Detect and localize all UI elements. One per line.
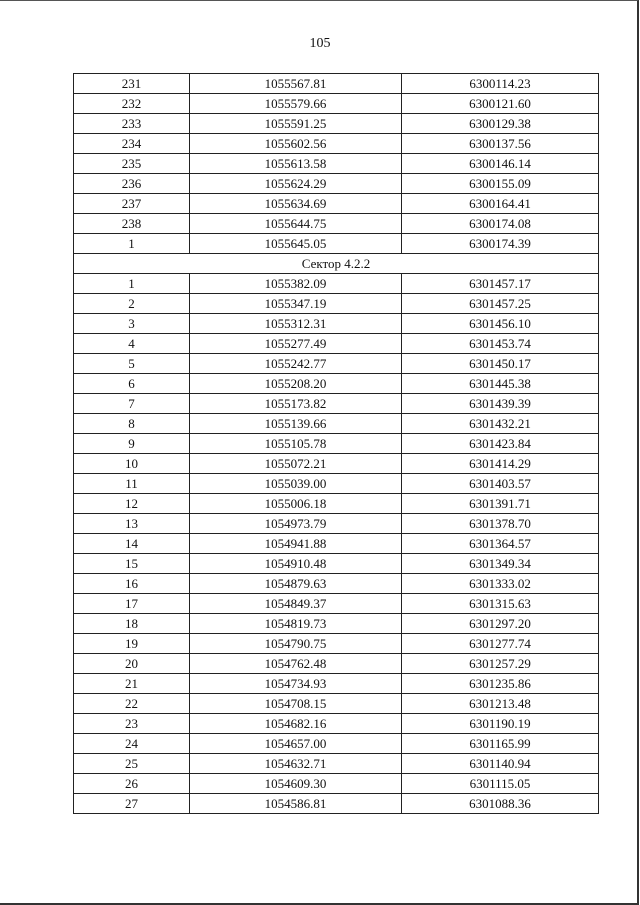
y-coordinate-cell: 6300174.39 (402, 234, 599, 254)
x-coordinate-cell: 1054708.15 (190, 694, 402, 714)
table-row (74, 314, 599, 334)
table-row (74, 754, 599, 774)
x-coordinate-cell: 1054973.79 (190, 514, 402, 534)
y-coordinate-cell: 6300121.60 (402, 94, 599, 114)
x-coordinate-cell: 1054819.73 (190, 614, 402, 634)
y-coordinate-cell: 6300164.41 (402, 194, 599, 214)
y-coordinate-cell: 6300174.08 (402, 214, 599, 234)
point-number-cell: 21 (74, 674, 190, 694)
x-coordinate-cell: 1055208.20 (190, 374, 402, 394)
y-coordinate-cell: 6301349.34 (402, 554, 599, 574)
table-row (74, 174, 599, 194)
table-body-part-1 (74, 74, 599, 254)
section-header-group (74, 254, 599, 274)
point-number-cell: 20 (74, 654, 190, 674)
point-number-cell: 238 (74, 214, 190, 234)
x-coordinate-cell: 1055382.09 (190, 274, 402, 294)
point-number-cell: 24 (74, 734, 190, 754)
x-coordinate-cell: 1055644.75 (190, 214, 402, 234)
y-coordinate-cell: 6301457.17 (402, 274, 599, 294)
table-row (74, 454, 599, 474)
point-number-cell: 19 (74, 634, 190, 654)
point-number-cell: 18 (74, 614, 190, 634)
table-row (74, 134, 599, 154)
table-row (74, 554, 599, 574)
point-number-cell: 1 (74, 234, 190, 254)
point-number-cell: 234 (74, 134, 190, 154)
y-coordinate-cell: 6300155.09 (402, 174, 599, 194)
table-row (74, 494, 599, 514)
y-coordinate-cell: 6301115.05 (402, 774, 599, 794)
x-coordinate-cell: 1055139.66 (190, 414, 402, 434)
table-row (74, 394, 599, 414)
point-number-cell: 16 (74, 574, 190, 594)
table-row (74, 434, 599, 454)
table-row (74, 374, 599, 394)
table-row (74, 794, 599, 814)
point-number-cell: 233 (74, 114, 190, 134)
point-number-cell: 6 (74, 374, 190, 394)
y-coordinate-cell: 6301423.84 (402, 434, 599, 454)
point-number-cell: 2 (74, 294, 190, 314)
point-number-cell: 11 (74, 474, 190, 494)
x-coordinate-cell: 1055634.69 (190, 194, 402, 214)
table-row (74, 734, 599, 754)
point-number-cell: 237 (74, 194, 190, 214)
table-row (74, 574, 599, 594)
y-coordinate-cell: 6301439.39 (402, 394, 599, 414)
y-coordinate-cell: 6301190.19 (402, 714, 599, 734)
y-coordinate-cell: 6300146.14 (402, 154, 599, 174)
y-coordinate-cell: 6301450.17 (402, 354, 599, 374)
table-row (74, 694, 599, 714)
y-coordinate-cell: 6301456.10 (402, 314, 599, 334)
point-number-cell: 5 (74, 354, 190, 374)
x-coordinate-cell: 1054879.63 (190, 574, 402, 594)
x-coordinate-cell: 1055613.58 (190, 154, 402, 174)
x-coordinate-cell: 1054790.75 (190, 634, 402, 654)
table-row (74, 594, 599, 614)
y-coordinate-cell: 6300137.56 (402, 134, 599, 154)
x-coordinate-cell: 1055242.77 (190, 354, 402, 374)
table-row (74, 654, 599, 674)
table-row (74, 534, 599, 554)
y-coordinate-cell: 6301445.38 (402, 374, 599, 394)
table-row (74, 94, 599, 114)
y-coordinate-cell: 6301378.70 (402, 514, 599, 534)
point-number-cell: 3 (74, 314, 190, 334)
point-number-cell: 236 (74, 174, 190, 194)
x-coordinate-cell: 1054941.88 (190, 534, 402, 554)
y-coordinate-cell: 6301391.71 (402, 494, 599, 514)
point-number-cell: 27 (74, 794, 190, 814)
y-coordinate-cell: 6301414.29 (402, 454, 599, 474)
x-coordinate-cell: 1055624.29 (190, 174, 402, 194)
point-number-cell: 4 (74, 334, 190, 354)
table-row (74, 674, 599, 694)
point-number-cell: 8 (74, 414, 190, 434)
table-row (74, 474, 599, 494)
table-row (74, 114, 599, 134)
point-number-cell: 1 (74, 274, 190, 294)
table-row (74, 334, 599, 354)
x-coordinate-cell: 1055105.78 (190, 434, 402, 454)
x-coordinate-cell: 1054910.48 (190, 554, 402, 574)
y-coordinate-cell: 6301333.02 (402, 574, 599, 594)
point-number-cell: 23 (74, 714, 190, 734)
x-coordinate-cell: 1055567.81 (190, 74, 402, 94)
x-coordinate-cell: 1054586.81 (190, 794, 402, 814)
table-row (74, 194, 599, 214)
y-coordinate-cell: 6301277.74 (402, 634, 599, 654)
table-row (74, 74, 599, 94)
table-row (74, 234, 599, 254)
x-coordinate-cell: 1055006.18 (190, 494, 402, 514)
table-row (74, 514, 599, 534)
table-row (74, 614, 599, 634)
section-title: Сектор 4.2.2 (74, 254, 599, 274)
y-coordinate-cell: 6301453.74 (402, 334, 599, 354)
point-number-cell: 10 (74, 454, 190, 474)
point-number-cell: 231 (74, 74, 190, 94)
y-coordinate-cell: 6300129.38 (402, 114, 599, 134)
y-coordinate-cell: 6301364.57 (402, 534, 599, 554)
x-coordinate-cell: 1055277.49 (190, 334, 402, 354)
x-coordinate-cell: 1054682.16 (190, 714, 402, 734)
table-row (74, 354, 599, 374)
x-coordinate-cell: 1054632.71 (190, 754, 402, 774)
x-coordinate-cell: 1055173.82 (190, 394, 402, 414)
x-coordinate-cell: 1055072.21 (190, 454, 402, 474)
point-number-cell: 12 (74, 494, 190, 514)
y-coordinate-cell: 6301088.36 (402, 794, 599, 814)
x-coordinate-cell: 1055602.56 (190, 134, 402, 154)
x-coordinate-cell: 1055591.25 (190, 114, 402, 134)
point-number-cell: 25 (74, 754, 190, 774)
coordinates-table (73, 73, 599, 814)
point-number-cell: 9 (74, 434, 190, 454)
point-number-cell: 232 (74, 94, 190, 114)
page-number: 105 (309, 36, 331, 51)
point-number-cell: 235 (74, 154, 190, 174)
table-row (74, 774, 599, 794)
y-coordinate-cell: 6301457.25 (402, 294, 599, 314)
x-coordinate-cell: 1055579.66 (190, 94, 402, 114)
point-number-cell: 13 (74, 514, 190, 534)
y-coordinate-cell: 6301297.20 (402, 614, 599, 634)
y-coordinate-cell: 6301432.21 (402, 414, 599, 434)
point-number-cell: 17 (74, 594, 190, 614)
table-body-part-2 (74, 274, 599, 814)
point-number-cell: 22 (74, 694, 190, 714)
y-coordinate-cell: 6301140.94 (402, 754, 599, 774)
x-coordinate-cell: 1055039.00 (190, 474, 402, 494)
y-coordinate-cell: 6301315.63 (402, 594, 599, 614)
x-coordinate-cell: 1054734.93 (190, 674, 402, 694)
x-coordinate-cell: 1055312.31 (190, 314, 402, 334)
table-row (74, 294, 599, 314)
table-row (74, 634, 599, 654)
y-coordinate-cell: 6300114.23 (402, 74, 599, 94)
x-coordinate-cell: 1054762.48 (190, 654, 402, 674)
table-row (74, 154, 599, 174)
table-row (74, 714, 599, 734)
table-row (74, 414, 599, 434)
table-row (74, 214, 599, 234)
point-number-cell: 26 (74, 774, 190, 794)
point-number-cell: 15 (74, 554, 190, 574)
table-row (74, 274, 599, 294)
y-coordinate-cell: 6301257.29 (402, 654, 599, 674)
x-coordinate-cell: 1054849.37 (190, 594, 402, 614)
y-coordinate-cell: 6301165.99 (402, 734, 599, 754)
y-coordinate-cell: 6301235.86 (402, 674, 599, 694)
x-coordinate-cell: 1055645.05 (190, 234, 402, 254)
y-coordinate-cell: 6301213.48 (402, 694, 599, 714)
section-row (74, 254, 599, 274)
x-coordinate-cell: 1054609.30 (190, 774, 402, 794)
point-number-cell: 7 (74, 394, 190, 414)
y-coordinate-cell: 6301403.57 (402, 474, 599, 494)
x-coordinate-cell: 1055347.19 (190, 294, 402, 314)
point-number-cell: 14 (74, 534, 190, 554)
x-coordinate-cell: 1054657.00 (190, 734, 402, 754)
